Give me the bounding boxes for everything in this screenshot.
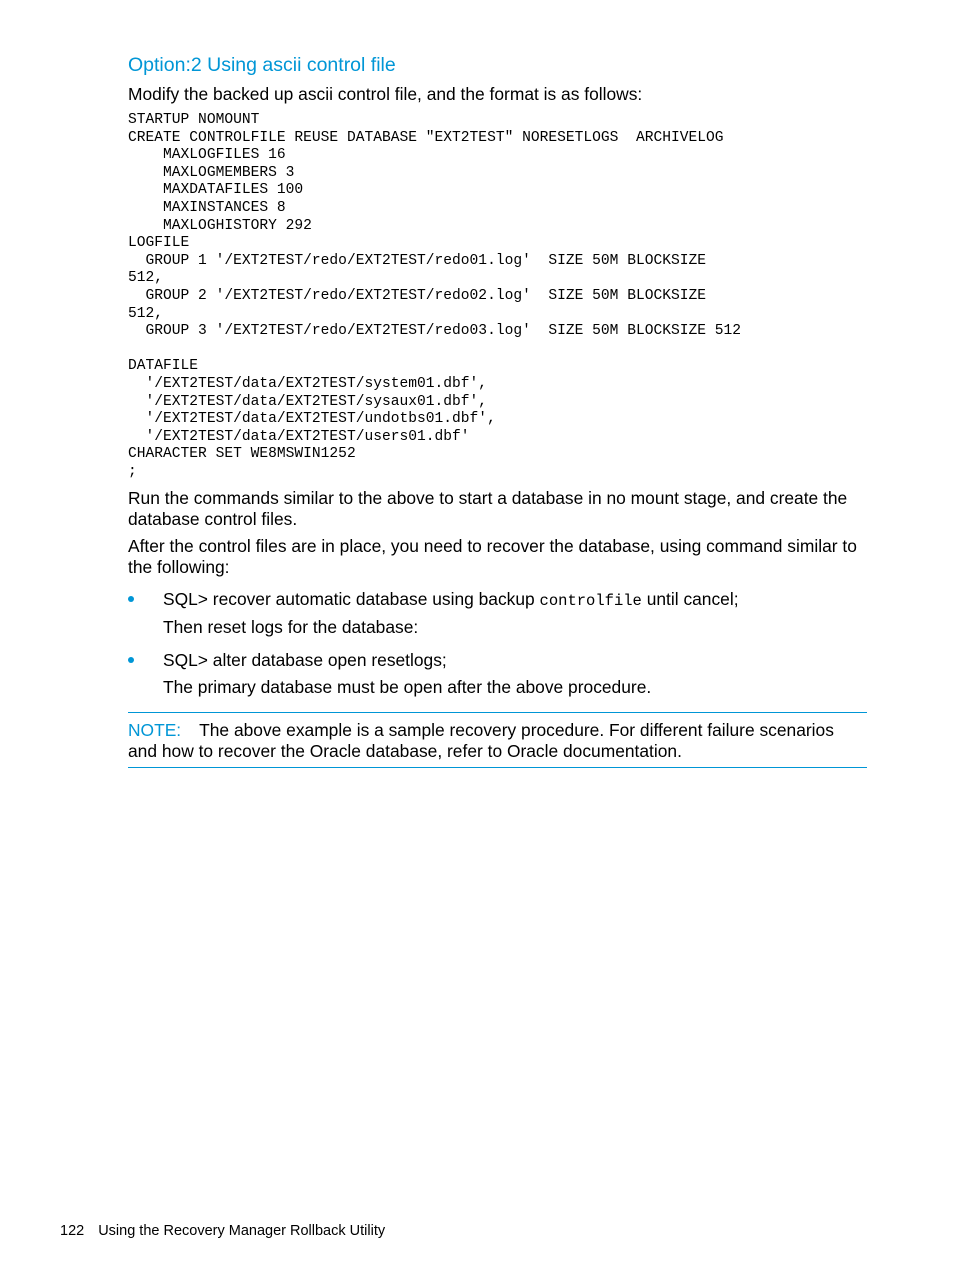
note-bottom-divider <box>128 767 867 768</box>
note-box <box>128 720 867 762</box>
note-text: The above example is a sample recovery procedure. For different failure scenarios and how to recover the Oracle database, refer to Oracle documentation. <box>128 720 834 761</box>
section-heading: Option:2 Using ascii control file <box>128 54 396 76</box>
code-line: GROUP 3 '/EXT2TEST/redo/EXT2TEST/redo03.log' SIZE 50M BLOCKSIZE 512 <box>128 323 742 340</box>
control-file-code-block <box>128 112 741 481</box>
code-line: '/EXT2TEST/data/EXT2TEST/system01.dbf', <box>128 375 488 392</box>
code-line: '/EXT2TEST/data/EXT2TEST/users01.dbf' <box>128 428 470 445</box>
code-line: 512, <box>128 305 164 322</box>
code-line: ; <box>128 463 137 480</box>
run-commands-paragraph: Run the commands similar to the above to start a database in no mount stage, and create the database control files. <box>128 488 848 529</box>
code-line: MAXINSTANCES 8 <box>128 199 286 216</box>
code-line: LOGFILE <box>128 235 190 252</box>
page-footer <box>60 1223 385 1239</box>
page-number: 122 <box>60 1223 85 1239</box>
bullet-icon <box>128 596 134 602</box>
code-line: '/EXT2TEST/data/EXT2TEST/sysaux01.dbf', <box>128 393 488 410</box>
code-line: 512, <box>128 270 164 287</box>
bullet-text: SQL> recover automatic database using backup controlfile until cancel; <box>163 589 739 610</box>
code-line: GROUP 1 '/EXT2TEST/redo/EXT2TEST/redo01.log' SIZE 50M BLOCKSIZE <box>128 252 707 269</box>
code-line: CHARACTER SET WE8MSWIN1252 <box>128 446 356 463</box>
bullet-follow-text: The primary database must be open after the above procedure. <box>163 677 652 697</box>
bullet-icon <box>128 657 134 663</box>
code-line <box>128 341 741 359</box>
note-top-divider <box>128 712 867 713</box>
code-line: STARTUP NOMOUNT <box>128 112 260 128</box>
code-line: CREATE CONTROLFILE REUSE DATABASE "EXT2TEST" NORESETLOGS ARCHIVELOG <box>128 129 724 146</box>
code-line: DATAFILE <box>128 358 199 375</box>
code-line: MAXLOGMEMBERS 3 <box>128 164 295 181</box>
bullet-text: SQL> alter database open resetlogs; <box>163 650 447 670</box>
code-line: MAXDATAFILES 100 <box>128 182 304 199</box>
inline-code-controlfile: controlfile <box>539 592 642 610</box>
code-line: MAXLOGHISTORY 292 <box>128 217 312 234</box>
recover-paragraph: After the control files are in place, you need to recover the database, using command similar to the following: <box>128 536 857 577</box>
code-line: GROUP 2 '/EXT2TEST/redo/EXT2TEST/redo02.log' SIZE 50M BLOCKSIZE <box>128 287 707 304</box>
code-line: '/EXT2TEST/data/EXT2TEST/undotbs01.dbf', <box>128 411 496 428</box>
note-label: NOTE: <box>128 720 182 740</box>
bullet-follow-text: Then reset logs for the database: <box>163 617 419 637</box>
code-line: MAXLOGFILES 16 <box>128 147 286 164</box>
intro-paragraph: Modify the backed up ascii control file, and the format is as follows: <box>128 84 643 104</box>
footer-title: Using the Recovery Manager Rollback Utility <box>98 1223 386 1239</box>
